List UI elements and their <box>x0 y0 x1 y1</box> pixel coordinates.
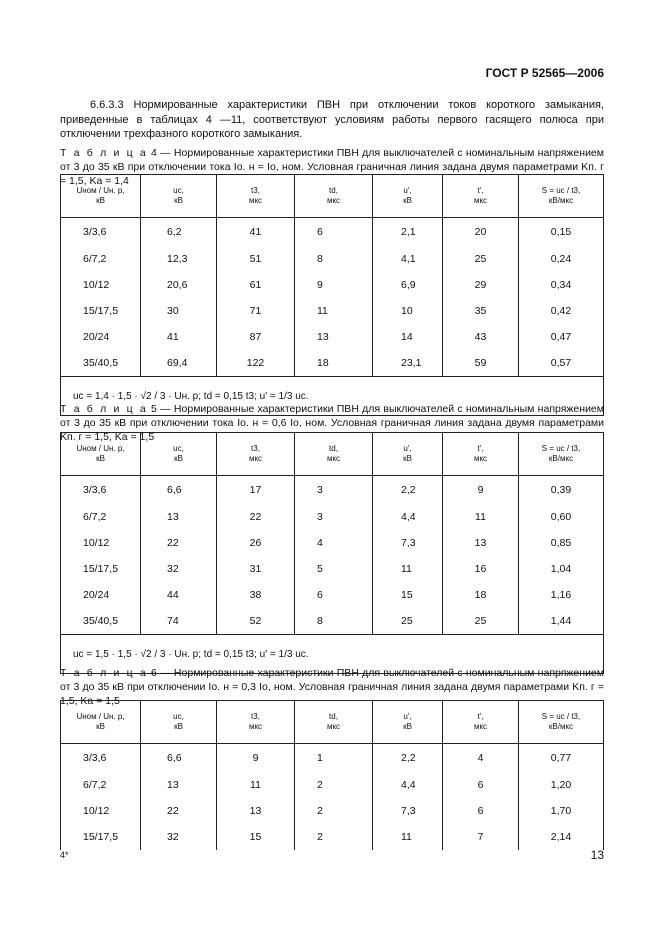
column-header-unit: кВ <box>174 454 183 463</box>
table-row <box>61 824 604 850</box>
column-header-c2 <box>141 175 217 218</box>
table5-header <box>61 433 604 476</box>
table-cell: 26 <box>217 530 295 556</box>
table-cell: 20/24 <box>61 582 141 608</box>
table-cell: 12,3 <box>141 246 217 272</box>
column-header-label: t3, <box>251 186 260 195</box>
column-header-c6 <box>443 175 519 218</box>
table-cell: 2 <box>295 798 373 824</box>
column-header-c4 <box>295 433 373 476</box>
table-cell: 16 <box>443 556 519 582</box>
table-row <box>61 530 604 556</box>
column-header-label: t', <box>477 186 484 195</box>
table-cell: 0,57 <box>519 350 604 377</box>
table-cell: 13 <box>295 324 373 350</box>
column-header-c7 <box>519 433 604 476</box>
table-cell: 6,2 <box>141 218 217 247</box>
column-header-unit: мкс <box>326 722 341 731</box>
table-cell: 32 <box>141 556 217 582</box>
table-cell: 25 <box>443 608 519 635</box>
page-number: 13 <box>590 848 604 862</box>
column-header-label: u', <box>403 712 412 721</box>
table4-body <box>61 218 604 377</box>
table-row <box>61 582 604 608</box>
table-cell: 22 <box>217 504 295 530</box>
column-header-unit: мкс <box>473 196 488 205</box>
table-cell: 0,34 <box>519 272 604 298</box>
table-cell: 1,20 <box>519 772 604 798</box>
table-cell: 15 <box>373 582 443 608</box>
table-cell: 11 <box>373 556 443 582</box>
table-cell: 25 <box>373 608 443 635</box>
table-cell: 22 <box>141 530 217 556</box>
table-cell: 15 <box>217 824 295 850</box>
table-cell: 1,70 <box>519 798 604 824</box>
column-header-unit: кВ <box>96 722 105 731</box>
column-header-c2 <box>141 701 217 744</box>
table-cell: 35/40,5 <box>61 350 141 377</box>
table-cell: 0,77 <box>519 744 604 773</box>
table-cell: 15/17,5 <box>61 556 141 582</box>
column-header-c7 <box>519 175 604 218</box>
column-header-unit: мкс <box>473 722 488 731</box>
table-cell: 31 <box>217 556 295 582</box>
table-cell: 23,1 <box>373 350 443 377</box>
table-cell: 15/17,5 <box>61 824 141 850</box>
table5-caption-text: 5 — Нормированные характеристики ПВН для выключателей с номинальным напряжением от 3 до 35 кВ при отключении тока Iо. н = 0,6 Iо, ном. Условная граничная линия задана двумя параметрами Kп. г = 1,5, Ka = 1,5 <box>60 403 604 443</box>
table-cell: 122 <box>217 350 295 377</box>
table-cell: 41 <box>141 324 217 350</box>
table-cell: 35 <box>443 298 519 324</box>
column-header-label: uc, <box>173 444 184 453</box>
table-cell: 61 <box>217 272 295 298</box>
column-header-unit: мкс <box>248 454 263 463</box>
table-cell: 9 <box>443 476 519 505</box>
column-header-c3 <box>217 433 295 476</box>
table-cell: 2 <box>295 824 373 850</box>
table-row <box>61 608 604 635</box>
document-id: ГОСТ Р 52565—2006 <box>485 66 604 80</box>
table-cell: 0,15 <box>519 218 604 247</box>
table-cell: 10 <box>373 298 443 324</box>
table-cell: 7,3 <box>373 530 443 556</box>
table-cell: 6,9 <box>373 272 443 298</box>
column-header-label: S = uc / t3, <box>541 444 581 453</box>
table-cell: 10/12 <box>61 530 141 556</box>
table-cell: 0,42 <box>519 298 604 324</box>
column-header-label: t3, <box>251 712 260 721</box>
table-cell: 15/17,5 <box>61 298 141 324</box>
table-cell: 1 <box>295 744 373 773</box>
table-cell: 2,14 <box>519 824 604 850</box>
column-header-unit: кВ <box>403 722 412 731</box>
table-cell: 10/12 <box>61 272 141 298</box>
table-cell: 22 <box>141 798 217 824</box>
column-header-unit: кВ/мкс <box>548 722 574 731</box>
table-cell: 2,2 <box>373 476 443 505</box>
table-cell: 38 <box>217 582 295 608</box>
table-cell: 69,4 <box>141 350 217 377</box>
table5-formula: uc = 1,5 · 1,5 · √2 / 3 · Uн. р; td = 0,15 t3; u' = 1/3 uc. <box>61 635 604 674</box>
table-cell: 3 <box>295 476 373 505</box>
table-cell: 3/3,6 <box>61 744 141 773</box>
table-row <box>61 504 604 530</box>
table-cell: 0,85 <box>519 530 604 556</box>
table-cell: 51 <box>217 246 295 272</box>
table-cell: 5 <box>295 556 373 582</box>
column-header-unit: мкс <box>326 454 341 463</box>
table-cell: 14 <box>373 324 443 350</box>
table-cell: 29 <box>443 272 519 298</box>
column-header-unit: кВ/мкс <box>548 454 574 463</box>
column-header-label: S = uc / t3, <box>541 186 581 195</box>
column-header-c7 <box>519 701 604 744</box>
column-header-label: t', <box>477 444 484 453</box>
table-cell: 3 <box>295 504 373 530</box>
table4-label: Т а б л и ц а <box>60 147 148 159</box>
table-cell: 8 <box>295 608 373 635</box>
table-cell: 30 <box>141 298 217 324</box>
column-header-unit: кВ <box>403 454 412 463</box>
table-cell: 18 <box>443 582 519 608</box>
table6-body <box>61 744 604 851</box>
column-header-c3 <box>217 701 295 744</box>
table-cell: 52 <box>217 608 295 635</box>
column-header-label: S = uc / t3, <box>541 712 581 721</box>
table-cell: 6 <box>443 798 519 824</box>
column-header-label: uc, <box>173 186 184 195</box>
column-header-unit: кВ <box>174 722 183 731</box>
column-header-label: uc, <box>173 712 184 721</box>
column-header-c4 <box>295 701 373 744</box>
table4-caption-text: 4 — Нормированные характеристики ПВН для выключателей с номинальным напряжением от 3 до 35 кВ при отключении тока Iо. н = Iо, ном. Условная граничная линия задана двумя параметрами Kп. г = 1,5, Ka = 1,4 <box>60 147 604 187</box>
table-cell: 6 <box>295 582 373 608</box>
table-cell: 6/7,2 <box>61 772 141 798</box>
column-header-c5 <box>373 433 443 476</box>
column-header-c1 <box>61 175 141 218</box>
column-header-label: td, <box>329 186 338 195</box>
column-header-unit: мкс <box>326 196 341 205</box>
table-cell: 4,4 <box>373 772 443 798</box>
table-cell: 11 <box>373 824 443 850</box>
table-cell: 6,6 <box>141 744 217 773</box>
column-header-label: t', <box>477 712 484 721</box>
table-cell: 74 <box>141 608 217 635</box>
table-cell: 11 <box>443 504 519 530</box>
column-header-unit: кВ <box>96 454 105 463</box>
table-cell: 13 <box>443 530 519 556</box>
table-cell: 13 <box>141 772 217 798</box>
table-cell: 7 <box>443 824 519 850</box>
intro-paragraph: 6.6.3.3 Нормированные характеристики ПВН при отключении токов короткого замыкания, приведенные в таблицах 4 —11, соответствуют условиям работы первого гасящего полюса при отключении трехфазного короткого замыкания. <box>60 99 604 140</box>
table-cell: 9 <box>217 744 295 773</box>
column-header-c2 <box>141 433 217 476</box>
table-row <box>61 798 604 824</box>
table-row <box>61 350 604 377</box>
column-header-label: Uном / Uн. р, <box>76 444 125 453</box>
table-cell: 9 <box>295 272 373 298</box>
table6-header <box>61 701 604 744</box>
table-row <box>61 772 604 798</box>
table-cell: 4,4 <box>373 504 443 530</box>
table5 <box>60 432 604 674</box>
table-row <box>61 218 604 247</box>
table-cell: 41 <box>217 218 295 247</box>
table-cell: 6,6 <box>141 476 217 505</box>
table-cell: 20/24 <box>61 324 141 350</box>
table6 <box>60 700 604 850</box>
table-cell: 4 <box>443 744 519 773</box>
table-cell: 8 <box>295 246 373 272</box>
table-cell: 35/40,5 <box>61 608 141 635</box>
table-cell: 2,1 <box>373 218 443 247</box>
column-header-c6 <box>443 701 519 744</box>
table-cell: 6 <box>443 772 519 798</box>
table4-header <box>61 175 604 218</box>
table-cell: 6 <box>295 218 373 247</box>
column-header-label: td, <box>329 444 338 453</box>
table6-caption-text: 6 — Нормированные характеристики ПВН для выключателей с номинальным напряжением от 3 до 35 кВ при отключении Iо. н = 0,3 Iо, ном. Условная граничная линия задана двумя параметрами Kп. г = 1,5, Ka = 1,5 <box>60 667 604 707</box>
column-header-label: u', <box>403 444 412 453</box>
table-cell: 20 <box>443 218 519 247</box>
column-header-c5 <box>373 175 443 218</box>
table-row <box>61 744 604 773</box>
table-cell: 10/12 <box>61 798 141 824</box>
table-cell: 13 <box>217 798 295 824</box>
sheet-mark: 4* <box>60 850 69 860</box>
table-cell: 0,24 <box>519 246 604 272</box>
column-header-c3 <box>217 175 295 218</box>
table-cell: 3/3,6 <box>61 476 141 505</box>
column-header-label: u', <box>403 186 412 195</box>
table4 <box>60 174 604 416</box>
table-cell: 43 <box>443 324 519 350</box>
column-header-unit: кВ <box>96 196 105 205</box>
table-cell: 17 <box>217 476 295 505</box>
table-cell: 2,2 <box>373 744 443 773</box>
column-header-c1 <box>61 701 141 744</box>
table-cell: 6/7,2 <box>61 246 141 272</box>
table-cell: 13 <box>141 504 217 530</box>
table-cell: 44 <box>141 582 217 608</box>
table-cell: 11 <box>295 298 373 324</box>
column-header-unit: кВ <box>174 196 183 205</box>
table-cell: 87 <box>217 324 295 350</box>
table5-label: Т а б л и ц а <box>60 403 148 415</box>
table6-label: Т а б л и ц а <box>60 667 148 679</box>
table-cell: 4,1 <box>373 246 443 272</box>
column-header-unit: кВ/мкс <box>548 196 574 205</box>
table5-body <box>61 476 604 635</box>
column-header-label: t3, <box>251 444 260 453</box>
column-header-label: Uном / Uн. р, <box>76 712 125 721</box>
column-header-unit: мкс <box>248 722 263 731</box>
column-header-unit: мкс <box>473 454 488 463</box>
table-row <box>61 324 604 350</box>
table-cell: 59 <box>443 350 519 377</box>
table-cell: 2 <box>295 772 373 798</box>
table-cell: 0,39 <box>519 476 604 505</box>
table-cell: 0,47 <box>519 324 604 350</box>
column-header-unit: кВ <box>403 196 412 205</box>
table-cell: 32 <box>141 824 217 850</box>
table-row <box>61 272 604 298</box>
table-cell: 18 <box>295 350 373 377</box>
table-row <box>61 246 604 272</box>
table-cell: 20,6 <box>141 272 217 298</box>
table-row <box>61 298 604 324</box>
table-cell: 11 <box>217 772 295 798</box>
table-cell: 0,60 <box>519 504 604 530</box>
table-cell: 6/7,2 <box>61 504 141 530</box>
column-header-c1 <box>61 433 141 476</box>
column-header-c6 <box>443 433 519 476</box>
column-header-c5 <box>373 701 443 744</box>
table-cell: 25 <box>443 246 519 272</box>
column-header-label: Uном / Uн. р, <box>76 186 125 195</box>
table-cell: 1,04 <box>519 556 604 582</box>
column-header-label: td, <box>329 712 338 721</box>
table-cell: 4 <box>295 530 373 556</box>
table-row <box>61 476 604 505</box>
table-cell: 3/3,6 <box>61 218 141 247</box>
table-cell: 7,3 <box>373 798 443 824</box>
table4-formula: uc = 1,4 · 1,5 · √2 / 3 · Uн. р; td = 0,15 t3; u' = 1/3 uc. <box>61 377 604 416</box>
column-header-unit: мкс <box>248 196 263 205</box>
table-row <box>61 556 604 582</box>
column-header-c4 <box>295 175 373 218</box>
table-cell: 71 <box>217 298 295 324</box>
table-cell: 1,44 <box>519 608 604 635</box>
table-cell: 1,16 <box>519 582 604 608</box>
